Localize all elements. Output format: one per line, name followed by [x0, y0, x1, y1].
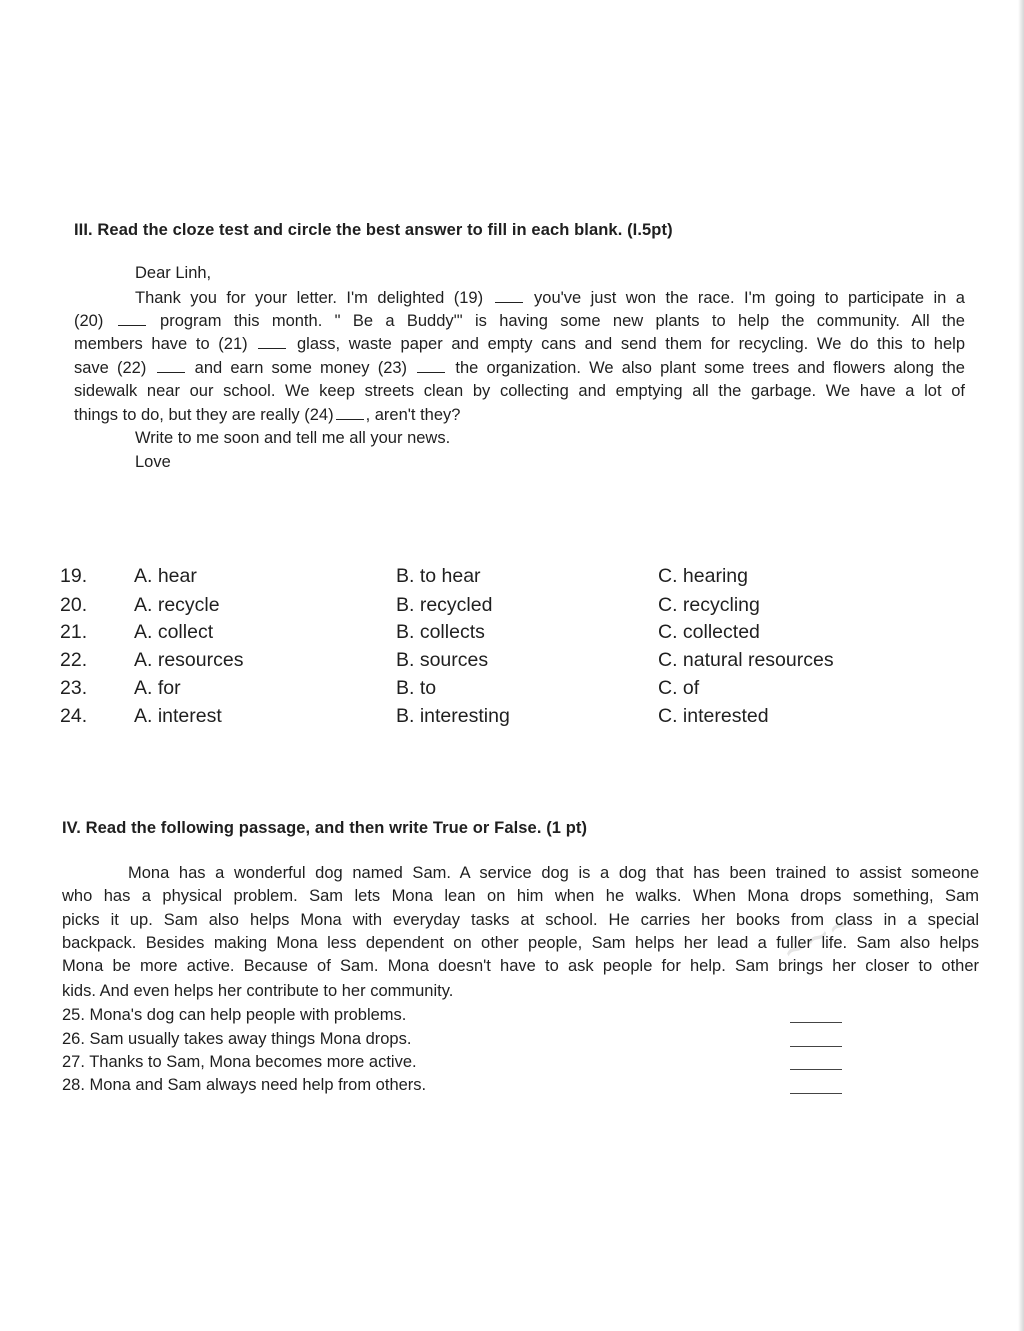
statement-28: 28. Mona and Sam always need help from others.	[62, 1076, 427, 1094]
answer-blank-28[interactable]	[790, 1093, 842, 1094]
answer-blank-27[interactable]	[790, 1069, 842, 1070]
option-c[interactable]: C. of	[658, 677, 700, 699]
option-c[interactable]: C. interested	[658, 705, 769, 727]
option-b[interactable]: B. interesting	[396, 705, 510, 727]
statement-27: 27. Thanks to Sam, Mona becomes more active.	[62, 1053, 417, 1071]
answer-blank-26[interactable]	[790, 1046, 842, 1047]
passage-line: backpack. Besides making Mona less dependent on other people, Sam helps her lead a fuller life. Sam also helps	[62, 934, 979, 952]
passage-line: who has a physical problem. Sam lets Mona lean on him when he walks. When Mona drops something, Sam	[62, 887, 979, 905]
option-a[interactable]: A. collect	[134, 621, 214, 643]
passage-line: Mona has a wonderful dog named Sam. A service dog is a dog that has been trained to assist someone	[128, 864, 979, 882]
letter-line-2	[74, 310, 965, 333]
answer-blank-25[interactable]	[790, 1022, 842, 1023]
question-row-23	[60, 677, 940, 705]
passage-line: Mona be more active. Because of Sam. Mona doesn't have to ask people for help. Sam brings her closer to other	[62, 957, 979, 975]
section-4-heading: IV. Read the following passage, and then write True or False. (1 pt)	[62, 819, 588, 837]
letter-text: , aren't they?	[365, 406, 461, 424]
option-b[interactable]: B. to	[396, 677, 437, 699]
option-b[interactable]: B. sources	[396, 649, 489, 671]
option-b[interactable]: B. recycled	[396, 594, 493, 616]
letter-text: program this month. " Be a Buddy'" is having some new plants to help the community. All the	[160, 312, 965, 330]
letter-signoff: Love	[135, 453, 171, 471]
section-3-heading: III. Read the cloze test and circle the best answer to fill in each blank. (I.5pt)	[74, 221, 673, 239]
letter-text: sidewalk near our school. We keep streets clean by collecting and emptying all the garbage. We have a lot of	[74, 382, 965, 400]
question-row-21	[60, 621, 940, 649]
question-number: 23.	[60, 677, 88, 699]
option-a[interactable]: A. interest	[134, 705, 222, 727]
option-b[interactable]: B. collects	[396, 621, 485, 643]
page-edge-shadow	[1018, 0, 1024, 1331]
option-c[interactable]: C. natural resources	[658, 649, 834, 671]
question-number: 21.	[60, 621, 88, 643]
statement-25: 25. Mona's dog can help people with problems.	[62, 1006, 407, 1024]
letter-closing-line: Write to me soon and tell me all your news.	[135, 429, 451, 447]
question-number: 19.	[60, 565, 88, 587]
letter-text: (20)	[74, 312, 104, 330]
option-a[interactable]: A. hear	[134, 565, 197, 587]
letter-text: you've just won the race. I'm going to participate in a	[534, 289, 965, 307]
letter-text: things to do, but they are really (24)	[74, 406, 334, 424]
letter-greeting: Dear Linh,	[135, 264, 212, 282]
blank-22	[157, 358, 185, 373]
passage-line: kids. And even helps her contribute to her community.	[62, 982, 454, 1000]
letter-text: the organization. We also plant some trees and flowers along the	[455, 359, 965, 377]
letter-line-3	[74, 333, 965, 356]
letter-line-4	[74, 357, 965, 380]
letter-line-1	[135, 287, 965, 310]
blank-20	[118, 311, 146, 326]
question-number: 22.	[60, 649, 88, 671]
letter-text: Thank you for your letter. I'm delighted (19)	[135, 289, 484, 307]
option-a[interactable]: A. resources	[134, 649, 244, 671]
question-row-22	[60, 649, 940, 677]
question-number: 20.	[60, 594, 88, 616]
question-number: 24.	[60, 705, 88, 727]
letter-text: and earn some money (23)	[194, 359, 408, 377]
letter-text: glass, waste paper and empty cans and send them for recycling. We do this to help	[296, 335, 966, 353]
option-a[interactable]: A. for	[134, 677, 181, 699]
letter-text: members have to (21)	[74, 335, 248, 353]
question-row-24	[60, 705, 940, 733]
option-a[interactable]: A. recycle	[134, 594, 220, 616]
option-c[interactable]: C. collected	[658, 621, 760, 643]
blank-19	[495, 288, 523, 303]
blank-23	[417, 358, 445, 373]
option-c[interactable]: C. recycling	[658, 594, 760, 616]
question-row-20	[60, 594, 940, 622]
letter-text: save (22)	[74, 359, 147, 377]
option-b[interactable]: B. to hear	[396, 565, 481, 587]
question-row-19	[60, 565, 940, 593]
blank-24	[336, 405, 364, 420]
blank-21	[258, 334, 286, 349]
passage-line: picks it up. Sam also helps Mona with everyday tasks at school. He carries her books from class in a special	[62, 911, 979, 929]
statement-26: 26. Sam usually takes away things Mona drops.	[62, 1030, 412, 1048]
letter-line-6	[74, 404, 460, 427]
watermark-stamp: ~~~	[776, 904, 860, 971]
letter-line-5	[74, 380, 965, 403]
option-c[interactable]: C. hearing	[658, 565, 748, 587]
